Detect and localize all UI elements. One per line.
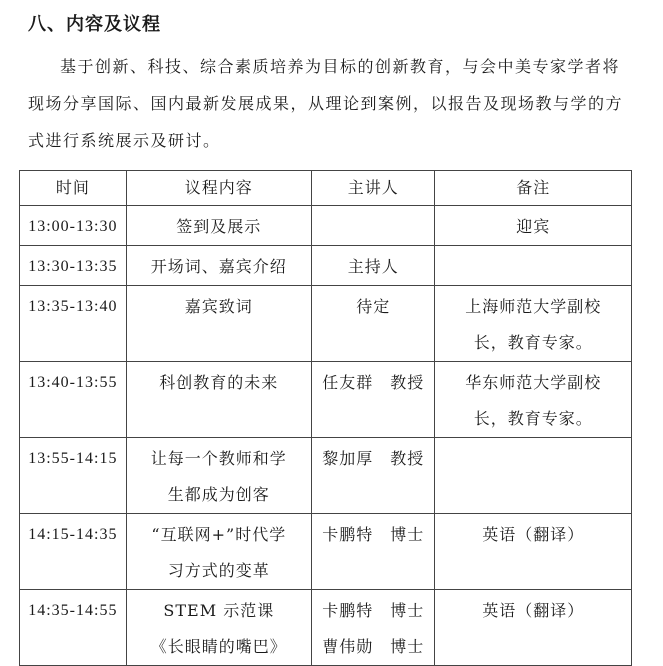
table-row: [20, 514, 632, 590]
row-item-line: 让每一个教师和学: [150, 449, 287, 468]
row-note: [435, 286, 632, 362]
table-row: [20, 286, 632, 362]
row-note-line: 迎宾: [516, 217, 551, 236]
row-speaker-line: 待定: [356, 297, 391, 316]
row-note: [435, 514, 632, 590]
row-speaker-line: 卡鹏特 博士: [322, 601, 425, 620]
header-note: 备注: [435, 171, 632, 206]
row-speaker: [311, 286, 435, 362]
row-speaker: [311, 438, 435, 514]
row-time: 13:35-13:40: [20, 286, 127, 362]
row-note-line: 英语（翻译）: [482, 601, 585, 620]
row-speaker: [311, 590, 435, 666]
header-time: 时间: [20, 171, 127, 206]
table-row: [20, 246, 632, 286]
row-time: 14:15-14:35: [20, 514, 127, 590]
row-item-line: 科创教育的未来: [159, 373, 279, 392]
row-item-line: 开场词、嘉宾介绍: [150, 257, 287, 276]
agenda-table: [19, 170, 632, 666]
row-speaker-line: 黎加厚 教授: [322, 449, 425, 468]
section-title: 八、内容及议程: [28, 14, 161, 35]
row-speaker: [311, 246, 435, 286]
row-item: [126, 286, 311, 362]
row-item: [126, 514, 311, 590]
row-speaker-line: 主持人: [347, 257, 399, 276]
row-item-line: “互联网+”时代学: [151, 525, 287, 544]
row-note-line: 长，教育专家。: [473, 409, 593, 428]
table-row: [20, 206, 632, 246]
row-speaker-line: 卡鹏特 博士: [322, 525, 425, 544]
row-item: [126, 206, 311, 246]
row-speaker-line: 任友群 教授: [322, 373, 425, 392]
table-row: [20, 590, 632, 666]
table-row: [20, 438, 632, 514]
row-speaker: [311, 362, 435, 438]
row-item-line: 习方式的变革: [167, 561, 270, 580]
row-note-line: 华东师范大学副校: [465, 373, 602, 392]
agenda-body: [20, 206, 632, 666]
row-item: [126, 438, 311, 514]
row-time: 13:55-14:15: [20, 438, 127, 514]
row-item: [126, 362, 311, 438]
table-header-row: [20, 171, 632, 206]
row-time: 14:35-14:55: [20, 590, 127, 666]
row-item: [126, 246, 311, 286]
row-item: [126, 590, 311, 666]
row-item-line: 签到及展示: [176, 217, 262, 236]
header-speaker: 主讲人: [311, 171, 435, 206]
row-speaker-line: 曹伟勋 博士: [322, 637, 425, 656]
row-speaker: [311, 206, 435, 246]
header-item: 议程内容: [126, 171, 311, 206]
table-row: [20, 362, 632, 438]
row-note-line: 上海师范大学副校: [465, 297, 602, 316]
row-note: [435, 206, 632, 246]
row-note: [435, 590, 632, 666]
row-item-line: 《长眼睛的嘴巴》: [150, 637, 287, 656]
intro-paragraph: 基于创新、科技、综合素质培养为目标的创新教育，与会中美专家学者将现场分享国际、国内最新发展成果，从理论到案例，以报告及现场教与学的方式进行系统展示及研讨。: [28, 57, 624, 150]
row-time: 13:00-13:30: [20, 206, 127, 246]
row-time: 13:30-13:35: [20, 246, 127, 286]
row-item-line: 生都成为创客: [167, 485, 270, 504]
row-note: [435, 438, 632, 514]
row-item-line: 嘉宾致词: [184, 297, 253, 316]
row-note: [435, 246, 632, 286]
row-speaker: [311, 514, 435, 590]
row-note-line: 英语（翻译）: [482, 525, 585, 544]
row-note-line: 长，教育专家。: [473, 333, 593, 352]
row-time: 13:40-13:55: [20, 362, 127, 438]
row-note: [435, 362, 632, 438]
row-item-line: STEM 示范课: [163, 601, 275, 620]
